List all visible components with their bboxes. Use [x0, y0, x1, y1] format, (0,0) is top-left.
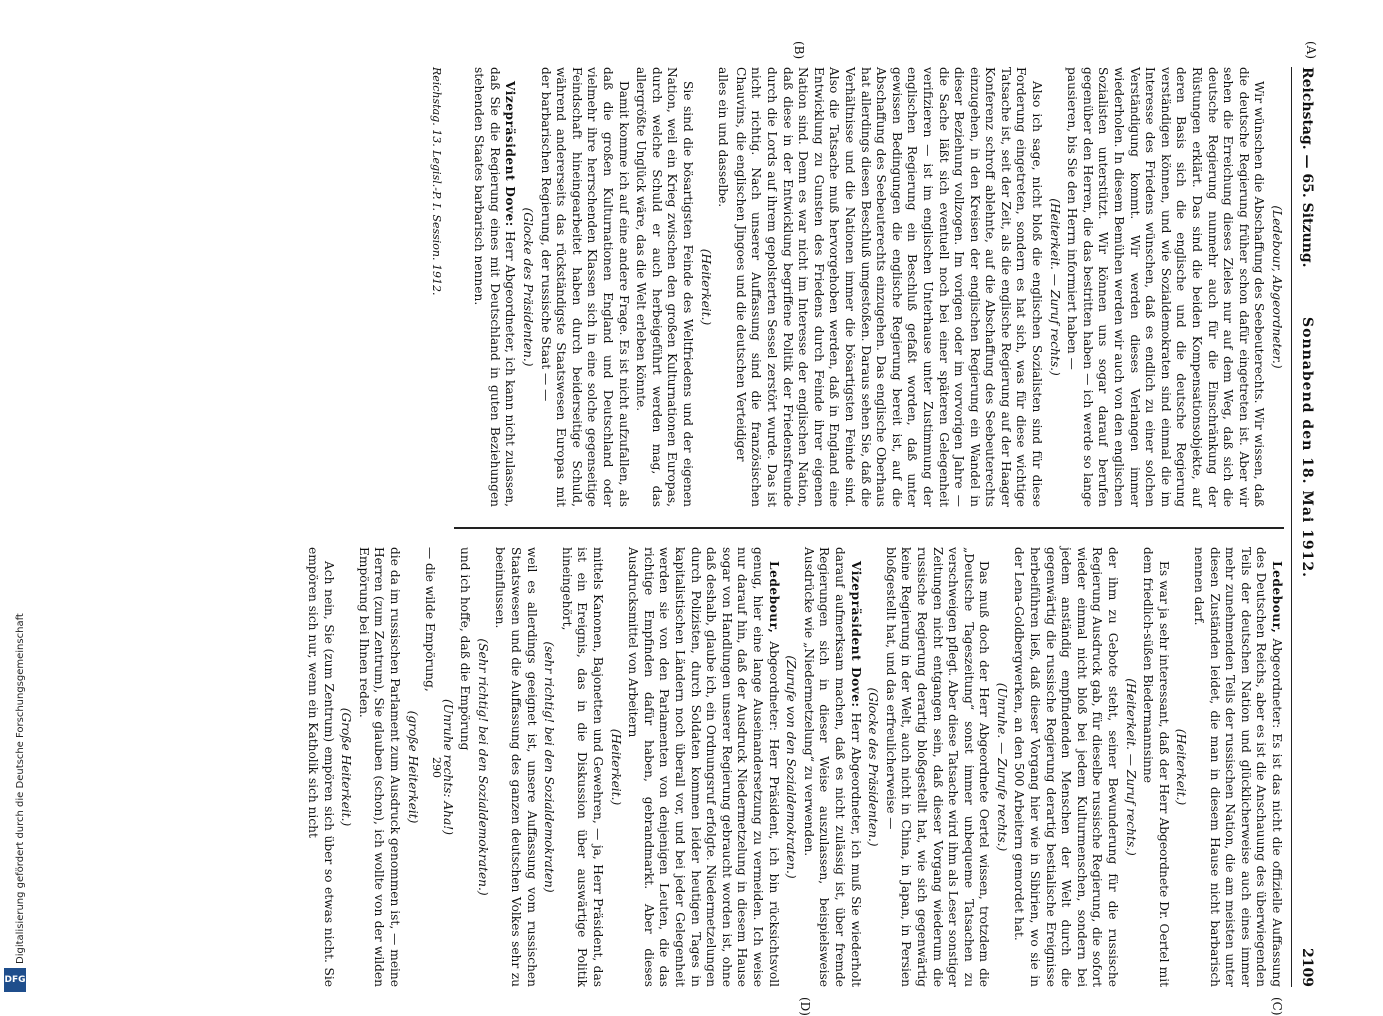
paragraph-text: Herr Abgeordneter, ich kann nicht zulassen, daß Sie die Regierung eines mit Deutschland in guten Beziehungen stehenden Staates barbarisch nennen.	[472, 67, 518, 507]
column-rule	[454, 527, 1284, 529]
paragraph	[471, 67, 518, 507]
speaker-name: Ledebour,	[1270, 561, 1284, 634]
footer-sheet-number: 290	[430, 757, 443, 778]
interjection: (große Heiterkeit)	[405, 710, 420, 824]
running-head-date: Sonnabend den 18. Mai 1912.	[1299, 317, 1315, 578]
paragraph: weil es allerdings geeignet ist, unsere Auffassung vom russischen Staatswesen und die Auffassung des ganzen deutschen Volkes sehr zu beeinflussen.	[493, 547, 539, 987]
paragraph: Ach nein, Sie (zum Zentrum) empören sich über so etwas nicht. Sie empören sich nur, wenn ein Katholik sich nicht	[305, 547, 336, 987]
interjection: (Unruhe rechts: Aha!)	[440, 699, 455, 835]
paragraph: Das muß doch der Herr Abgeordnete Oertel wissen, trotzdem die „Deutsche Tageszeitung“ sonst immer unbequeme Tatsachen zu verschweigen pflegt. Aber diese Tatsache wird ihm als Leser sonstiger Zeitungen nicht entgangen sein, daß dieser Vorgang wiederum die russische Regierung derartig bloßgestellt hat, wie sich gegenwärtig keine Regierung in der Welt, auch nicht in China, in Japan, in Persien bloßgestellt hat, und das erfreulicherweise —	[883, 547, 992, 987]
digitisation-margin	[0, 0, 30, 1000]
paragraph: — die wilde Empörung,	[423, 547, 438, 692]
margin-marker-a: (A)	[1304, 41, 1318, 60]
paragraph: alles ein und dasselbe.	[716, 67, 731, 208]
paragraph: Sie sind die bösartigsten Feinde des Weltfriedens und der eigenen Nation, weil ein Krieg zwischen den großen Kulturnationen Europas, durch welche Schuld er auch herbeigeführt werden mag, das allergrößte Unglück wäre, das die Welt erleben könnte.	[634, 67, 696, 507]
interjection: (Heiterkeit.)	[698, 248, 713, 326]
rotated-page-content	[78, 41, 1318, 1016]
interjection: (Heiterkeit. — Zuruf rechts.)	[1123, 678, 1138, 856]
running-head-left: Reichstag. — 65. Sitzung.	[1299, 67, 1315, 268]
margin-marker-d: (D)	[798, 997, 812, 1016]
speaker-name: Ledebour,	[766, 561, 781, 634]
paragraph-text: Abgeordneter: Es ist das nicht die offizielle Auffassung des Deutschen Reichs, aber es ist die Anschauung des überwiegenden Teils der deutschen Nation und glücklicherweise auch eines immer mehr zunehmenden Teils der russischen Nation, die am meisten unter diesen Zuständen leidet, die man in diesem Hause nicht barbarisch nennen darf.	[1192, 547, 1284, 988]
interjection: (Glocke des Präsidenten.)	[521, 207, 536, 367]
left-column	[454, 67, 1284, 507]
paragraph	[1190, 547, 1284, 987]
speaker-name: Vizepräsident Dove:	[848, 561, 863, 708]
speaker-name: Vizepräsident Dove:	[503, 81, 518, 227]
interjection: (Sehr richtig! bei den Sozialdemokraten.)	[475, 638, 490, 896]
interjection: (Große Heiterkeit.)	[339, 707, 354, 827]
paragraph: der ihm zu Gebote steht, seiner Bewunderung für die russische Regierung Ausdruck gab, für dieselbe russische Regierung, die sofort wieder einmal nicht bloß bei jedem Kulturmenschen, sondern bei jedem anständig empfindenden Menschen der Welt durch die gegenwärtig die russische Regierung derartig bestialische Ereignisse herbeiführen ließ, daß dieser Vorgang hier wie in Sibirien, wo sie in der Lena-Goldbergwerken, an den 500 Arbeitern gemordet hat.	[1012, 547, 1121, 987]
speaker-line: (Ledebour, Abgeordneter.)	[1270, 205, 1284, 369]
paragraph: Es war ja sehr interessant, daß der Herr Abgeordnete Dr. Oertel mit dem friedlich-süßen Biedermannsinne	[1141, 547, 1171, 987]
margin-marker-c: (C)	[1270, 997, 1284, 1016]
page-number: 2109	[1299, 948, 1315, 987]
interjection: (Glocke des Präsidenten.)	[866, 687, 881, 847]
paragraph: Damit komme ich auf eine andere Frage. Es ist nicht aufzufallen, als daß die großen Kulturnationen England und Deutschland oder vielmehr ihre herrschenden Klassen sich in eine solche gegenseitige Feindschaft hineingearbeitet haben durch beiderseitige Schuld, während andererseits das rückständigste Staatswesen Europas mit der barbarischen Regierung, der russische Staat — —	[538, 67, 631, 507]
interjection: (sehr richtig! bei den Sozialdemokraten)	[542, 641, 557, 893]
paragraph-text: Abgeordneter: Herr Präsident, ich bin rücksichtsvoll genug, hier eine lange Auseinandersetzung zu vermeiden. Ich weise nur darauf hin, daß der Ausdruck Niedermetzelung in diesem Hause sogar von Handlungen unserer Regierung gebraucht worden ist, ohne daß deshalb, glaube ich, ein Ordnungsruf erfolgte. Niedermetzelungen durch Polizisten, durch Soldaten kommen leider heutigen Tages in kapitalistischen Ländern noch überall vor, und bei jeder Gelegenheit werden sie von den Parlamenten von denjenigen Leuten, die das richtige Empfinden dafür haben, gebrandmarkt. Aber dieses Ausdrucksmittel von Arbeitern	[626, 547, 781, 987]
paragraph	[625, 547, 781, 987]
paragraph-text: Herr Abgeordneter, ich muß Sie wiederholt darauf aufmerksam machen, daß es nicht zulässig ist, über fremde Regierungen sich in dieser Weise auszulassen, beispielsweise Ausdrücke wie „Niedermetzelung“ zu verwenden.	[801, 547, 863, 988]
paragraph: mittels Kanonen, Bajonetten und Gewehren, — ja, Herr Präsident, das ist ein Ereignis, das in die Diskussion über auswärtige Politik hineingehört,	[559, 547, 606, 987]
interjection: (Unruhe. — Zurufe rechts.)	[994, 682, 1009, 852]
margin-marker-b: (B)	[792, 41, 806, 60]
interjection: (Heiterkeit.)	[608, 728, 623, 806]
scanned-page	[48, 41, 1383, 1016]
digitisation-note: Digitalisierung gefördert durch die Deutsche Forschungsgemeinschaft	[15, 613, 26, 964]
footer-session-note: Reichstag. 13. Legisl.-P. I. Session. 1912.	[430, 67, 443, 296]
interjection: (Heiterkeit.)	[1174, 728, 1189, 806]
paragraph: die da im russischen Parlament zum Ausdruck genommen ist, — meine Herren (zum Zentrum), Sie glauben (schon), ich wollte von der wilden Empörung bei Ihnen reden.	[356, 547, 402, 987]
interjection: (Zurufe von den Sozialdemokraten.)	[784, 655, 799, 879]
paragraph: und ich hoffe, daß die Empörung	[458, 547, 473, 751]
interjection: (Heiterkeit. — Zuruf rechts.)	[1047, 198, 1062, 376]
paragraph: Wir wünschen die Abschaffung des Seebeuterechts. Wir wissen, daß die deutsche Regierung früher schon dafür eingetreten ist. Aber wir sehen die Erreichung dieses Zieles nur auf dem Weg, daß sich die deutsche Regierung nunmehr auch für die Einschränkung der Rüstungen erklärt. Das sind die beiden Kompensationsobjekte, auf deren Basis sich die englische und die deutsche Regierung verständigen können, und wie Sozialdemokraten sind einmal die im Interesse des Friedens wünschen, daß es endlich zu einer solchen Verständigung kommt. Wir werden dieses Verlangen immer wiederholen. In diesem Bemühen werden wir auch von den englischen Sozialisten unterstützt. Wir können uns sogar darauf berufen gegenüber den Herren, die das bestritten haben — ich werde so lange pausieren, bis Sie den Herrn informiert haben —	[1065, 67, 1267, 507]
paragraph: Also ich sage, nicht bloß die englischen Sozialisten sind für diese Forderung eingetreten, sondern es hat sich, was für diese wichtige Tatsache ist, seit der Zeit, als die englische Regierung auf der Haager Konferenz schroff ablehnte, auf die Abschaffung des Seebeuterechts einzugehen, in den Kreisen der englischen Regierung ein Wandel in dieser Beziehung vollzogen. Im vorigen oder im vorvorigen Jahre — die Sache läßt sich eventuell noch bei einer späteren Gelegenheit verifizieren — ist im englischen Unterhause unter Zustimmung der englischen Regierung ein Beschluß gefaßt worden, daß unter gewissen Bedingungen die englische Regierung bereit ist, auf die Abschaffung des Seebeuterechts einzugehen. Das englische Oberhaus hat allerdings diesen Beschluß umgestoßen. Daraus sehen Sie, daß die Verhältnisse und die Nationen immer die bösartigsten Feinde sind. Also die Tatsache muß hervorgehoben werden, daß in England eine Entwicklung zu Gunsten des Friedens durch Feinde ihrer eigenen Nation sind. Denn es war nicht im Interesse der englischen Nation, daß diese in der Entwicklung begriffene Politik der Friedensfreunde durch die Lords auf ihrem gepolsterten Sessel zerstört wurde. Das ist nicht richtig. Nach unserer Auffassung sind die französischen Chauvins, die englischen Jingoes und die deutschen Verteidiger	[733, 67, 1045, 507]
dfg-logo: DFG	[4, 968, 26, 992]
running-head	[1291, 67, 1318, 987]
paragraph	[800, 547, 862, 987]
